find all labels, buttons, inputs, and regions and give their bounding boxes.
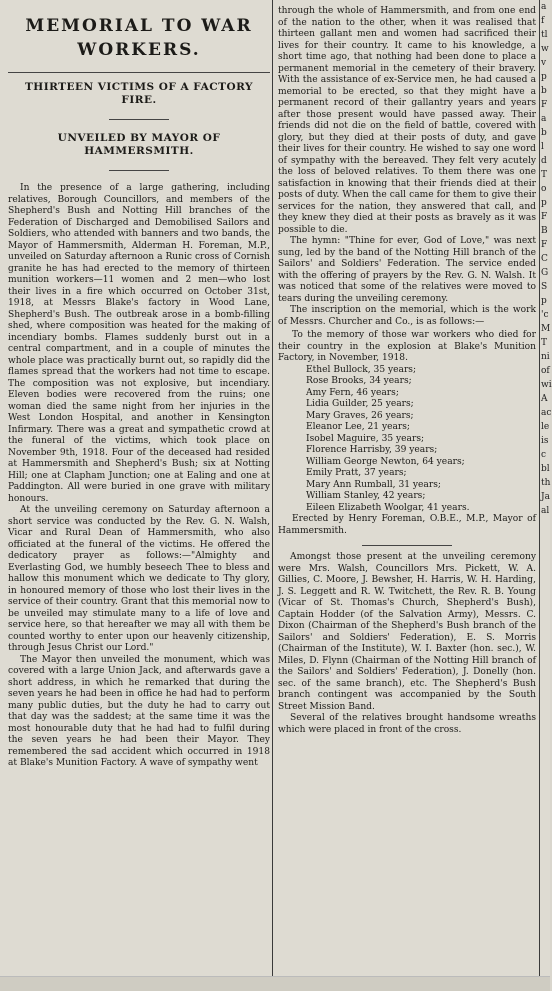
column-divider	[539, 0, 540, 979]
margin-fragment: w	[541, 44, 549, 54]
margin-fragment: wi	[541, 380, 552, 390]
body-paragraph: through the whole of Hammersmith, and from one end of the nation to the other, when it was realised that thirteen gallant men and women had sacrificed their lives for their country. It came to his knowledge, a short time ago, that nothing had been done to place a permanent memorial in the cemetery of their bravery. With the assistance of ex-Service men, he had caused a memorial to be erected, so that they might have a permanent record of their gallantry years and years after those present would have passed away. Their friends did not die on the field of battle, covered with glory, but they died at their posts of duty, and gave their lives for their country. He wished to say one word of sympathy with the bereaved. They felt very acutely the loss of beloved relatives. To them there was one satisfaction in knowing that their friends died at their posts of duty. When the call came for them to give their services for the nation, they answered that call, and they knew they died at their posts as bravely as it was possible to die.	[278, 6, 536, 235]
inscription-name: Amy Fern, 46 years;	[306, 387, 399, 398]
margin-fragment: B	[541, 226, 548, 236]
inscription-name: William George Newton, 64 years;	[306, 456, 465, 467]
section-separator	[362, 545, 452, 546]
inscription-name: Rose Brooks, 34 years;	[306, 376, 412, 386]
margin-fragment: 'c	[541, 310, 549, 320]
margin-fragment: F	[541, 240, 548, 250]
body-paragraph: In the presence of a large gathering, including relatives, Borough Councillors, and members of the Shepherd's Bush and Notting Hill branches of the Federation of Discharged and Demobilised Sailors and Soldiers, who attended with banners and two bands, the Mayor of Hammersmith, Alderman H. Foreman, M.P., unveiled on Saturday afternoon a Runic cross of Cornish granite he has had erected to the memory of thirteen munition workers—11 women and 2 men—who lost their lives in a fire which occurred on October 31st, 1918, at Messrs Blake's factory in Wood Lane, Shepherd's Bush. The outbreak arose in a bomb-filling shed, where composition was heated for the making of incendiary bombs. Flames suddenly burst out in a central compartment, and in a couple of minutes the whole place was practically burnt out, so rapidly did the flames spread that the workers had not time to escape. The composition was not explosive, but incendiary. Eleven bodies were recovered from the ruins; one woman died the same night from her injuries in the West London Hospital, and another in Kensington Infirmary. There was a great and sympathetic crowd at the funeral of the victims, which took place on November 9th, 1918. Four of the deceased had resided at Hammersmith and Shepherd's Bush; six at Notting Hill; one at Clapham Junction; one at Ealing and one at Paddington. All were buried in one grave with military honours.	[8, 183, 270, 504]
headline-line-1: MEMORIAL TO WAR	[25, 16, 253, 36]
margin-fragment: G	[541, 268, 549, 278]
margin-fragment: v	[541, 58, 547, 68]
margin-fragment: is	[541, 436, 549, 446]
short-rule	[109, 119, 169, 120]
body-paragraph: Several of the relatives brought handsome wreaths which were placed in front of the cross.	[278, 713, 536, 735]
margin-fragment: ni	[541, 352, 550, 362]
inscription-name: Eileen Elizabeth Woolgar, 41 years.	[306, 502, 470, 513]
body-paragraph: At the unveiling ceremony on Saturday afternoon a short service was conducted by the Rev. G. N. Walsh, Vicar and Rural Dean of Hammersmith, who also officiated at the funeral of the victims. He offered the dedicatory prayer as follows:—"Almighty and Everlasting God, we humbly beseech Thee to bless and hallow this monument which we dedicate to Thy glory, in honoured memory of those who lost their lives in the service of their country. Grant that this memorial now to be unveiled may stimulate many to a life of love and service here, so that hereafter we may all with them be counted worthy to enter upon our heavenly citizenship, through Jesus Christ our Lord."	[8, 505, 270, 653]
memorial-inscription	[278, 330, 536, 537]
inscription-name: Mary Graves, 26 years;	[306, 410, 414, 421]
margin-fragment: a	[541, 2, 547, 12]
margin-fragment: b	[541, 128, 547, 138]
inscription-erected-by: Erected by Henry Foreman, O.B.E., M.P., Mayor of Hammersmith.	[278, 514, 536, 536]
short-rule-2	[109, 170, 169, 171]
margin-fragment: T	[541, 170, 548, 180]
margin-fragment: S	[541, 282, 548, 292]
margin-fragment: T	[541, 338, 548, 348]
left-column	[8, 6, 270, 975]
body-paragraph: The Mayor then unveiled the monument, which was covered with a large Union Jack, and afterwards gave a short address, in which he remarked that during the seven years he had been in office he had had to perform many public duties, but the duty he had to carry out that day was the saddest; at the same time it was the most honourable duty that he had had to fulfil during the seven years he had been their Mayor. They remembered the sad accident which occurred in 1918 at Blake's Munition Factory. A wave of sympathy went	[8, 654, 270, 768]
inscription-name: Ethel Bullock, 35 years;	[306, 364, 417, 375]
subheading-fire-line-1: THIRTEEN VICTIMS OF A FACTORY	[24, 81, 254, 93]
margin-fragment: C	[541, 254, 548, 264]
margin-fragment: d	[541, 156, 547, 166]
subheading-unveiled-line-1: UNVEILED BY MAYOR OF	[57, 132, 221, 144]
inscription-name: Mary Ann Rumball, 31 years;	[306, 479, 441, 490]
right-column	[278, 6, 536, 975]
margin-fragment: b	[541, 86, 547, 96]
headline-line-2: WORKERS.	[77, 40, 201, 60]
subheading-unveiled-line-2: HAMMERSMITH.	[84, 145, 194, 157]
inscription-name: Lidia Guilder, 25 years;	[306, 399, 414, 409]
body-paragraph: The hymn: "Thine for ever, God of Love," was next sung, led by the band of the Notting Hill branch of the Sailors' and Soldiers' Federation. The service ended with the offering of prayers by the Rev. G. N. Walsh. It was noticed that some of the relatives were moved to tears during the unveiling ceremony.	[278, 236, 536, 304]
margin-fragment: al	[541, 506, 550, 516]
body-paragraph: Amongst those present at the unveiling ceremony were Mrs. Walsh, Councillors Mrs. Pickett, W. A. Gillies, C. Moore, J. Bewsher, H. Harris, W. H. Harding, J. S. Leggett and R. W. Twitchett, the Rev. R. B. Young (Vicar of St. Thomas's Church, Shepherd's Bush), Captain Hodder (of the Salvation Army), Messrs. C. Dixon (Chairman of the Shepherd's Bush branch of the Sailors' and Soldiers' Federation), E. S. Morris (Chairman of the Institute), W. I. Baxter (hon. sec.), W. Miles, D. Flynn (Chairman of the Notting Hill branch of the Sailors' and Soldiers' Federation), J. Donelly (hon. sec. of the same branch), etc. The Shepherd's Bush branch contingent was accompanied by the South Street Mission Band.	[278, 552, 536, 712]
margin-fragment: ac	[541, 408, 552, 418]
margin-fragment: p	[541, 198, 547, 208]
margin-fragment: o	[541, 184, 547, 194]
inscription-name: Eleanor Lee, 21 years;	[306, 422, 410, 432]
margin-fragment: th	[541, 478, 551, 488]
subheading-fire-line-2: FIRE.	[121, 94, 157, 106]
body-paragraph: The inscription on the memorial, which is the work of Messrs. Churcher and Co., is as follows:—	[278, 305, 536, 327]
column-divider	[272, 0, 273, 979]
margin-fragment: f	[541, 16, 545, 26]
inscription-name: Emily Pratt, 37 years;	[306, 468, 407, 478]
margin-fragment: tl	[541, 30, 548, 40]
margin-fragment: a	[541, 114, 547, 124]
margin-fragment: p	[541, 72, 547, 82]
adjacent-column-fragment	[541, 0, 550, 979]
inscription-name: Florence Harrisby, 39 years;	[306, 445, 438, 455]
inscription-names	[278, 365, 536, 515]
inscription-intro: To the memory of those war workers who died for their country in the explosion at Blake's Munition Factory, in November, 1918.	[278, 330, 536, 363]
margin-fragment: M	[541, 324, 551, 334]
margin-fragment: le	[541, 422, 550, 432]
margin-fragment: F	[541, 100, 548, 110]
margin-fragment: bl	[541, 464, 550, 474]
headline-rule	[8, 72, 270, 73]
inscription-name: William Stanley, 42 years;	[306, 491, 426, 501]
margin-fragment: c	[541, 450, 547, 460]
margin-fragment: p	[541, 296, 547, 306]
subheading-fire	[8, 81, 270, 107]
inscription-name: Isobel Maguire, 35 years;	[306, 433, 425, 444]
margin-fragment: Ja	[541, 492, 550, 502]
margin-fragment: A	[541, 394, 548, 404]
margin-fragment: of	[541, 366, 550, 376]
article-headline	[8, 14, 270, 62]
page-bottom-edge	[0, 976, 550, 991]
margin-fragment: F	[541, 212, 548, 222]
subheading-unveiled	[8, 132, 270, 158]
margin-fragment: l	[541, 142, 544, 152]
